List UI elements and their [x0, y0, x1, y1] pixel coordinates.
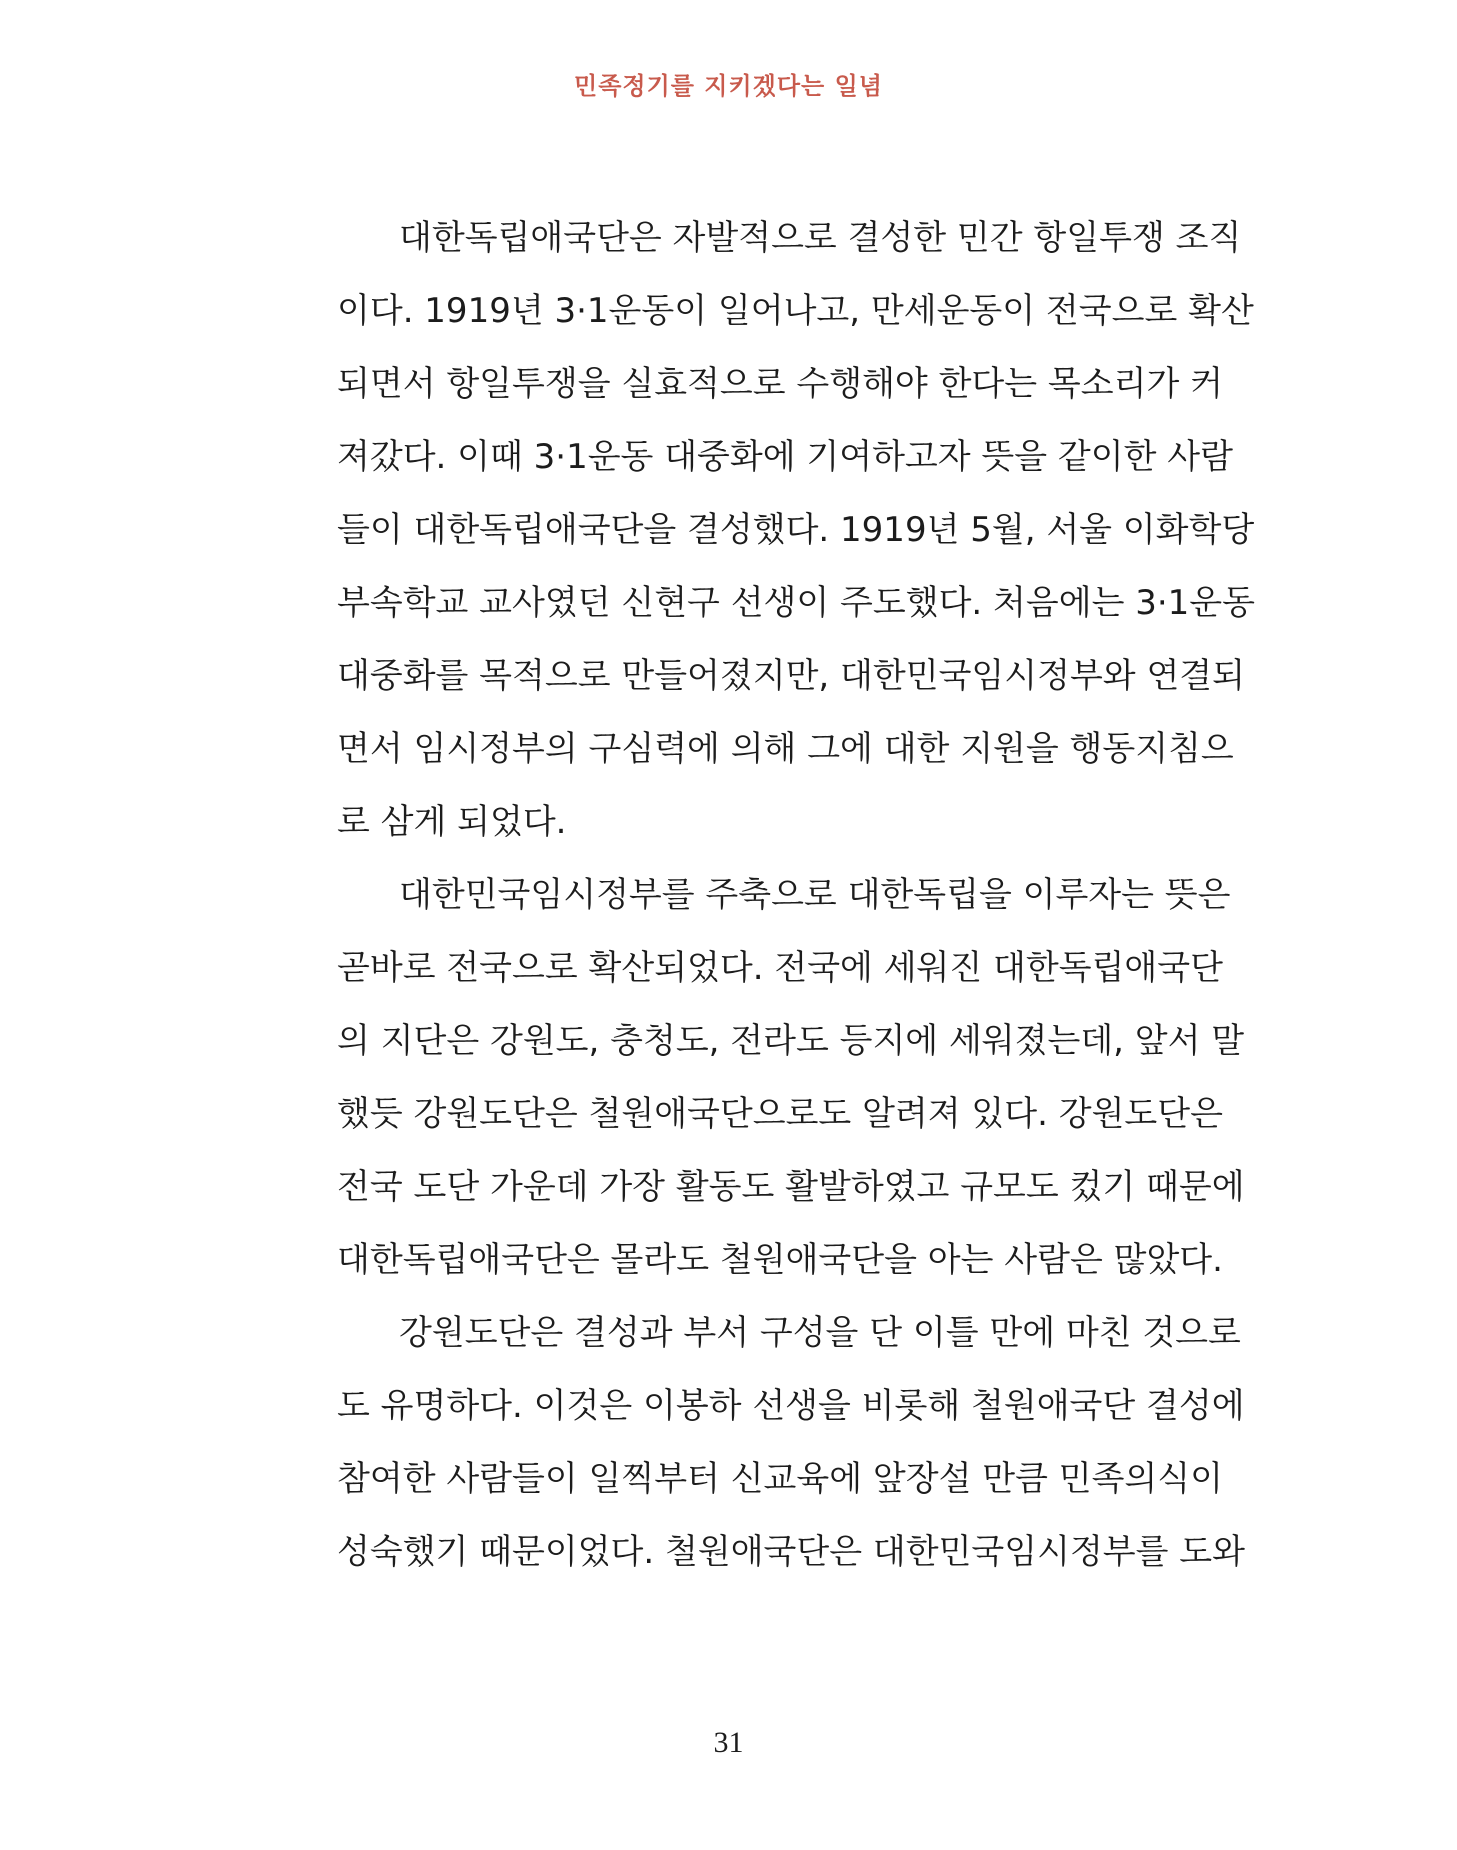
text-line: 전국 도단 가운데 가장 활동도 활발하였고 규모도 컸기 때문에 [337, 1167, 1245, 1207]
text-line: 부속학교 교사였던 신현구 선생이 주도했다. 처음에는 3·1운동 [337, 583, 1255, 623]
text-line: 대한민국임시정부를 주축으로 대한독립을 이루자는 뜻은 [399, 875, 1231, 915]
text-line: 대한독립애국단은 자발적으로 결성한 민간 항일투쟁 조직 [399, 218, 1242, 258]
text-line: 대중화를 목적으로 만들어졌지만, 대한민국임시정부와 연결되 [337, 656, 1245, 696]
text-line: 져갔다. 이때 3·1운동 대중화에 기여하고자 뜻을 같이한 사람 [337, 437, 1233, 477]
text-line: 로 삼게 되었다. [337, 802, 567, 842]
page-number: 31 [713, 1726, 744, 1759]
text-line: 이다. 1919년 3·1운동이 일어나고, 만세운동이 전국으로 확산 [337, 291, 1254, 331]
text-line: 대한독립애국단은 몰라도 철원애국단을 아는 사람은 많았다. [337, 1240, 1223, 1280]
running-header-title: 민족정기를 지키겠다는 일념 [574, 71, 883, 100]
body-text [337, 202, 1255, 1589]
text-line: 곧바로 전국으로 확산되었다. 전국에 세워진 대한독립애국단 [337, 948, 1223, 988]
paragraph-2 [337, 859, 1245, 1297]
text-line: 되면서 항일투쟁을 실효적으로 수행해야 한다는 목소리가 커 [337, 364, 1223, 404]
text-line: 했듯 강원도단은 철원애국단으로도 알려져 있다. 강원도단은 [337, 1094, 1223, 1134]
paragraph-3 [337, 1297, 1245, 1589]
text-line: 들이 대한독립애국단을 결성했다. 1919년 5월, 서울 이화학당 [337, 510, 1255, 550]
text-line: 성숙했기 때문이었다. 철원애국단은 대한민국임시정부를 도와 [337, 1532, 1245, 1572]
text-line: 의 지단은 강원도, 충청도, 전라도 등지에 세워졌는데, 앞서 말 [337, 1021, 1245, 1061]
text-line: 강원도단은 결성과 부서 구성을 단 이틀 만에 마친 것으로 [399, 1313, 1241, 1353]
text-line: 참여한 사람들이 일찍부터 신교육에 앞장설 만큼 민족의식이 [337, 1459, 1223, 1499]
text-line: 도 유명하다. 이것은 이봉하 선생을 비롯해 철원애국단 결성에 [337, 1386, 1245, 1426]
text-line: 면서 임시정부의 구심력에 의해 그에 대한 지원을 행동지침으 [337, 729, 1234, 769]
paragraph-1 [337, 202, 1255, 859]
